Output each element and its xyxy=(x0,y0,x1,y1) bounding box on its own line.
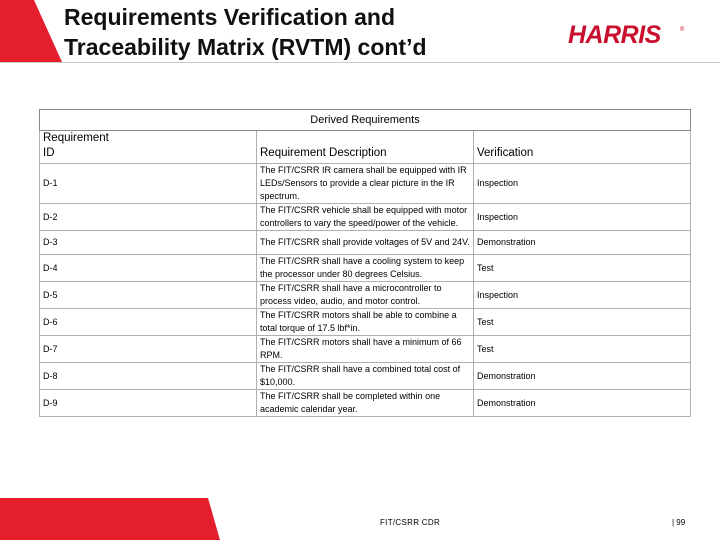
header-verification: Verification xyxy=(474,131,691,164)
footer-page-number: | 99 xyxy=(672,518,686,527)
harris-logo xyxy=(566,16,688,52)
row-description: The FIT/CSRR IR camera shall be equipped with IR LEDs/Sensors to provide a clear picture in the IR spectrum. xyxy=(257,164,474,204)
row-id: D-1 xyxy=(40,164,257,204)
slide-title-line1: Requirements Verification and xyxy=(64,4,396,30)
header-requirement-id xyxy=(40,131,257,164)
table-caption: Derived Requirements xyxy=(40,110,691,131)
row-id: D-4 xyxy=(40,255,257,282)
table-row xyxy=(40,255,691,282)
table-row xyxy=(40,309,691,336)
row-description: The FIT/CSRR motors shall have a minimum of 66 RPM. xyxy=(257,336,474,363)
header-id-line1: Requirement xyxy=(43,132,109,144)
row-id: D-3 xyxy=(40,231,257,255)
table-row xyxy=(40,363,691,390)
harris-logo-text: HARRIS xyxy=(568,21,661,49)
row-id: D-2 xyxy=(40,204,257,231)
table-row xyxy=(40,204,691,231)
table-row xyxy=(40,164,691,204)
row-verification: Inspection xyxy=(474,282,691,309)
table-row xyxy=(40,282,691,309)
row-id: D-5 xyxy=(40,282,257,309)
header-id-line2: ID xyxy=(43,147,55,159)
header-red-accent xyxy=(0,0,62,62)
table-row xyxy=(40,231,691,255)
row-description: The FIT/CSRR shall have a microcontroller to process video, audio, and motor control. xyxy=(257,282,474,309)
footer-red-accent xyxy=(0,498,220,540)
row-description: The FIT/CSRR motors shall be able to combine a total torque of 17.5 lbf*in. xyxy=(257,309,474,336)
row-verification: Demonstration xyxy=(474,390,691,417)
row-description: The FIT/CSRR shall have a cooling system to keep the processor under 80 degrees Celsius. xyxy=(257,255,474,282)
row-id: D-6 xyxy=(40,309,257,336)
row-id: D-9 xyxy=(40,390,257,417)
row-id: D-7 xyxy=(40,336,257,363)
row-id: D-8 xyxy=(40,363,257,390)
footer-presentation-name: FIT/CSRR CDR xyxy=(380,518,441,527)
row-verification: Inspection xyxy=(474,204,691,231)
row-verification: Demonstration xyxy=(474,363,691,390)
table-caption-row xyxy=(40,110,691,131)
table-row xyxy=(40,390,691,417)
header-requirement-description: Requirement Description xyxy=(257,131,474,164)
rvtm-table xyxy=(39,109,691,417)
table-row xyxy=(40,336,691,363)
row-verification: Test xyxy=(474,336,691,363)
row-verification: Test xyxy=(474,255,691,282)
row-verification: Test xyxy=(474,309,691,336)
row-verification: Inspection xyxy=(474,164,691,204)
row-description: The FIT/CSRR shall provide voltages of 5V and 24V. xyxy=(257,231,474,255)
slide-title xyxy=(64,2,534,62)
registered-mark: ® xyxy=(680,27,685,33)
table-header-row xyxy=(40,131,691,164)
row-description: The FIT/CSRR shall have a combined total cost of $10,000. xyxy=(257,363,474,390)
row-description: The FIT/CSRR shall be completed within one academic calendar year. xyxy=(257,390,474,417)
slide-title-line2: Traceability Matrix (RVTM) cont’d xyxy=(64,34,427,60)
header-divider xyxy=(0,62,720,63)
row-verification: Demonstration xyxy=(474,231,691,255)
row-description: The FIT/CSRR vehicle shall be equipped with motor controllers to vary the speed/power of the vehicle. xyxy=(257,204,474,231)
